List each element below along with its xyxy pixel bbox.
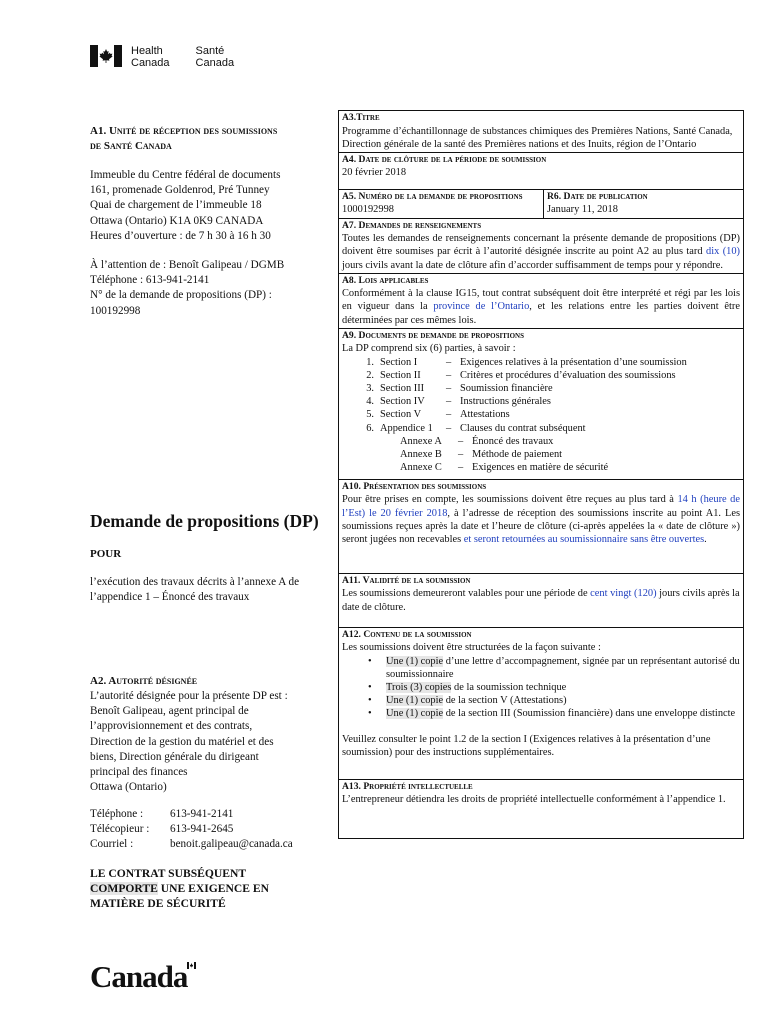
email-row: Courriel : benoit.galipeau@canada.ca xyxy=(90,837,330,852)
email-link[interactable]: benoit.galipeau@canada.ca xyxy=(170,838,293,851)
a2-contacts xyxy=(90,807,330,853)
a11-validity-cell: A11. Validité de la soumission Les soumissions demeureront valables pour une période de cent vingt (120) jours civils après la date de clôture. xyxy=(339,574,743,628)
a1-address: Immeuble du Centre fédéral de documents 161, promenade Goldenrod, Pré Tunney Quai de chargement de l’immeuble 18 Ottawa (Ontario) K1A 0K9 CANADA Heures d’ouverture : de 7 h 30 à 16 h 30 xyxy=(90,169,281,242)
a7-inquiries-cell: A7. Demandes de renseignements Toutes les demandes de renseignements concernant la présente demande de propositions (DP) doivent être soumises par écrit à l’autorité désignée inscrite au point A2 au plus tard dix (10) jours civils avant la date de clôture afin d’accorder suffisamment de temps pour y répondre. xyxy=(339,219,743,274)
annex-item: Annexe A – Énoncé des travaux xyxy=(400,435,554,447)
list-item: 1. Section I – Exigences relatives à la présentation d’une soumission xyxy=(366,356,687,368)
a2-section: A2. Autorité désignée L’autorité désignée pour la présente DP est : Benoît Galipeau, agent principal de l’approvisionnement et des contrats, Direction de la gestion du matériel et des biens, Direction générale du dirigeant principal des finances Ottawa (Ontario) xyxy=(90,674,330,795)
security-requirement-notice: LE CONTRAT SUBSÉQUENT COMPORTE UNE EXIGENCE EN MATIÈRE DE SÉCURITÉ xyxy=(90,867,270,910)
dept-name-fr: Santé Canada xyxy=(195,45,235,69)
pour-label: POUR xyxy=(90,548,122,560)
a1-attention: À l’attention de : Benoît Galipeau / DGMB Téléphone : 613-941-2141 N° de la demande de propositions (DP) : 100192998 xyxy=(90,259,285,317)
dept-name-en: Health Canada xyxy=(131,45,170,69)
health-canada-signature xyxy=(90,45,234,67)
a13-intellectual-property-cell: A13. Propriété intellectuelle L’entrepreneur détiendra les droits de propriété intellectuelle conformément à l’appendice 1. xyxy=(342,780,726,806)
canada-flag-icon xyxy=(90,45,122,67)
a1-title: A1. Unité de réception des soumissions xyxy=(90,125,278,137)
a3-title-cell: A3.Titre Programme d’échantillonnage de substances chimiques des Premières Nations, Santé Canada, Direction générale de la santé des Premières nations et des Inuits, région de l’Ontario xyxy=(339,111,743,153)
list-item: • Une (1) copie de la section III (Soumission financière) dans une enveloppe distincte xyxy=(386,707,740,720)
a2-title: A2. Autorité désignée xyxy=(90,675,198,687)
a12-content-cell: A12. Contenu de la soumission Les soumissions doivent être structurées de la façon suivante : • Une (1) copie d’une lettre d’accompagnement, signée par un représentant autorisé du soumissionnaire • Trois (3) copies de la soumission technique • Une (1) copie de la section V (Attestations) • Une (1) copie de la section III (Soumission financière) dans une enveloppe distincte Veuillez consulter le point 1.2 de la section I (Exigences relatives à la présentation d’une soumission) pour des instructions supplémentaires. xyxy=(339,628,743,780)
list-item: • Une (1) copie de la section V (Attestations) xyxy=(386,694,740,707)
phone-row: Téléphone : 613-941-2141 xyxy=(90,808,234,820)
a4-closing-date-cell: A4. Date de clôture de la période de soumission 20 février 2018 xyxy=(339,153,743,190)
list-item: 5. Section V – Attestations xyxy=(366,409,510,421)
a5-r6-row xyxy=(339,190,743,219)
canada-wordmark: Canada xyxy=(90,960,187,994)
work-description: l’exécution des travaux décrits à l’annexe A de l’appendice 1 – Énoncé des travaux xyxy=(90,576,300,604)
content-list xyxy=(342,655,740,721)
page-title: Demande de propositions (DP) xyxy=(90,511,319,531)
list-item: • Une (1) copie d’une lettre d’accompagnement, signée par un représentant autorisé du soumissionnaire xyxy=(386,655,740,681)
annex-item: Annexe B – Méthode de paiement xyxy=(400,448,563,460)
a8-applicable-laws-cell: A8. Lois applicables Conformément à la clause IG15, tout contrat subséquent doit être interprété et régi par les lois en vigueur dans la province de l’Ontario, et les relations entre les parties doivent être déterminées par ces mêmes lois. xyxy=(339,274,743,329)
canada-flag-icon xyxy=(187,962,196,969)
a10-submission-cell: A10. Présentation des soumissions Pour être prises en compte, les soumissions doivent être reçues au plus tard à 14 h (heure de l’Est) le 20 février 2018, à l’adresse de réception des soumissions inscrite au point A1. Les soumissions reçues après la date et l’heure de clôture (ci-après appelées la « date de clôture ») seront jugées non recevables et seront retournées au soumissionnaire sans être ouvertes. xyxy=(339,480,743,574)
fax-row: Télécopieur : 613-941-2645 xyxy=(90,823,234,836)
a1-section xyxy=(90,124,330,154)
list-item: 2. Section II – Critères et procédures d’évaluation des soumissions xyxy=(366,369,676,381)
a5-rfp-number-cell: A5. Numéro de la demande de propositions 1000192998 xyxy=(339,190,544,218)
document-list xyxy=(342,356,740,435)
a9-documents-cell: A9. Documents de demande de propositions La DP comprend six (6) parties, à savoir : 1. Section I – Exigences relatives à la présentation d’une soumission 2. Section II – Critères et procédures d’évaluation des soumissions 3. Section III – Soumission financière 4. Section IV – Instructions générales 5. Section V – Attestations 6. Appendice 1 – Clauses du contrat subséquent Annexe A – Énoncé des travaux Annexe B – Méthode de paiement Annexe C – Exigences en matière de sécurité xyxy=(339,329,743,480)
rfp-info-table xyxy=(338,110,744,839)
a1-title-2: de Santé Canada xyxy=(90,140,172,152)
r6-publication-date-cell: R6. Date de publication January 11, 2018 xyxy=(547,190,648,216)
list-item: • Trois (3) copies de la soumission technique xyxy=(386,681,740,694)
list-item: 4. Section IV – Instructions générales xyxy=(366,396,551,408)
list-item: 3. Section III – Soumission financière xyxy=(366,382,553,394)
list-item: 6. Appendice 1 – Clauses du contrat subséquent xyxy=(366,422,586,434)
annex-item: Annexe C – Exigences en matière de sécurité xyxy=(400,462,609,474)
